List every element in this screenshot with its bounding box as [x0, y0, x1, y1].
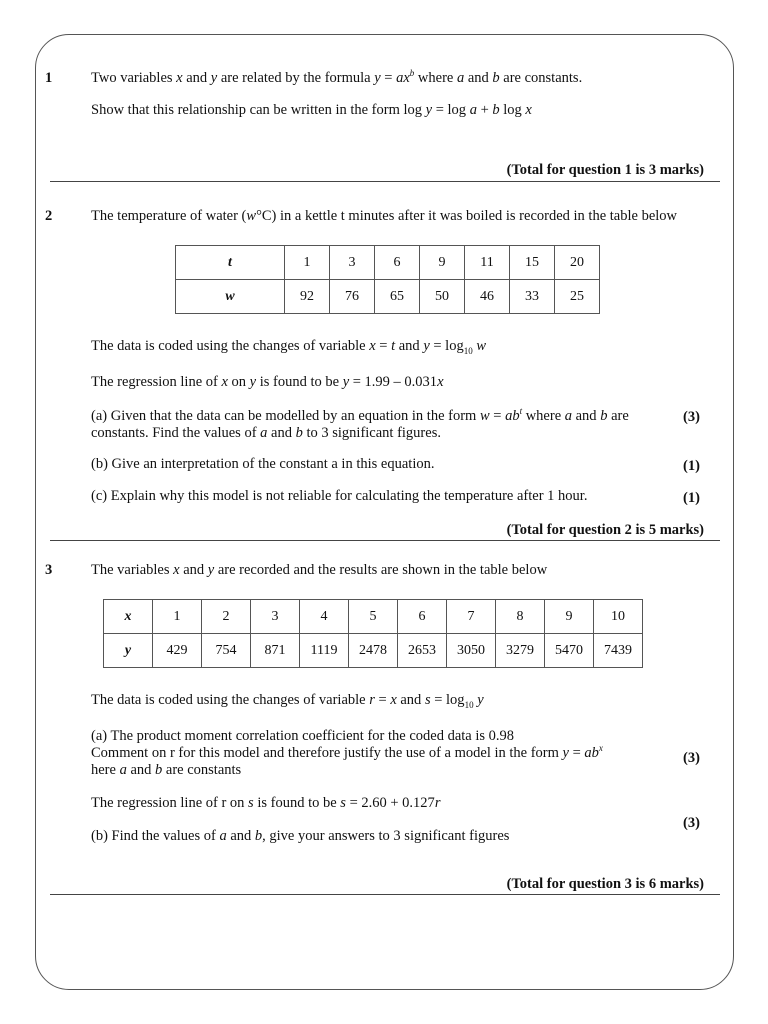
table-cell: 50 [420, 280, 465, 314]
table-cell: 9 [420, 246, 465, 280]
table-cell: 10 [594, 600, 643, 634]
question-3-number: 3 [45, 562, 53, 578]
question-1-task: Show that this relationship can be written in the form log y = log a + b log x [91, 102, 532, 118]
table-cell: 3 [251, 600, 300, 634]
temperature-table [175, 245, 600, 314]
table-header-t: t [176, 246, 285, 280]
table-cell: 20 [555, 246, 600, 280]
question-2-intro: The temperature of water (w°C) in a kettle t minutes after it was boiled is recorded in the table below [91, 208, 678, 224]
table-cell: 92 [285, 280, 330, 314]
table-cell: 7439 [594, 634, 643, 668]
table-header-y: y [104, 634, 153, 668]
question-2-coding: The data is coded using the changes of variable x = t and $y = \log_{10} w$ [91, 338, 487, 356]
table-cell: 33 [510, 280, 555, 314]
table-cell: 65 [375, 280, 420, 314]
table-cell: 15 [510, 246, 555, 280]
table-header-w: w [176, 280, 285, 314]
table-cell: 429 [153, 634, 202, 668]
question-3-total: (Total for question 3 is 6 marks) [506, 876, 704, 892]
table-cell: 11 [465, 246, 510, 280]
table-cell: 76 [330, 280, 375, 314]
table-cell: 1 [153, 600, 202, 634]
table-cell: 6 [398, 600, 447, 634]
table-cell: 2653 [398, 634, 447, 668]
table-cell: 4 [300, 600, 349, 634]
question-2b-marks: (1) [683, 458, 700, 474]
question-3-regression: The regression line of r on s is found to be s = 2.60 + 0.127r [91, 795, 441, 811]
question-3-divider [50, 894, 720, 895]
xy-table [103, 599, 643, 668]
table-cell: 3050 [447, 634, 496, 668]
question-1-number: 1 [45, 70, 53, 86]
question-2a-line-2: constants. Find the values of a and b to 3 significant figures. [91, 425, 441, 441]
question-2-regression: The regression line of x on y is found to be y = 1.99 – 0.031x [91, 374, 444, 390]
question-1-statement: Two variables x and y are related by the formula $y = ax^b$ where a and b are constants. [91, 68, 583, 86]
table-header-x: x [104, 600, 153, 634]
question-2b-text: (b) Give an interpretation of the constant a in this equation. [91, 456, 435, 472]
table-cell: 25 [555, 280, 600, 314]
question-2-divider [50, 540, 720, 541]
table-cell: 46 [465, 280, 510, 314]
table-cell: 1119 [300, 634, 349, 668]
table-cell: 5470 [545, 634, 594, 668]
table-cell: 6 [375, 246, 420, 280]
table-cell: 754 [202, 634, 251, 668]
question-2a-marks: (3) [683, 409, 700, 425]
table-cell: 8 [496, 600, 545, 634]
question-2c-text: (c) Explain why this model is not reliable for calculating the temperature after 1 hour. [91, 488, 588, 504]
table-cell: 871 [251, 634, 300, 668]
question-2-total: (Total for question 2 is 5 marks) [506, 522, 704, 538]
table-cell: 5 [349, 600, 398, 634]
question-2a-line-1: (a) Given that the data can be modelled by an equation in the form $w = ab^t$ where a and b are [91, 406, 629, 424]
question-1-total: (Total for question 1 is 3 marks) [506, 162, 704, 178]
table-cell: 9 [545, 600, 594, 634]
question-2c-marks: (1) [683, 490, 700, 506]
table-cell: 7 [447, 600, 496, 634]
table-cell: 3 [330, 246, 375, 280]
question-3-intro: The variables x and y are recorded and the results are shown in the table below [91, 562, 548, 578]
question-3a-line-1: (a) The product moment correlation coefficient for the coded data is 0.98 [91, 728, 515, 744]
question-3a-line-2: Comment on r for this model and therefore justify the use of a model in the form $y = ab^x$ [91, 743, 603, 761]
question-3a-marks: (3) [683, 750, 700, 766]
question-3-coding: The data is coded using the changes of variable r = x and $s = \log_{10} y$ [91, 692, 484, 710]
table-cell: 1 [285, 246, 330, 280]
question-3b-marks: (3) [683, 815, 700, 831]
question-2-number: 2 [45, 208, 53, 224]
question-1-divider [50, 181, 720, 182]
table-cell: 3279 [496, 634, 545, 668]
table-cell: 2478 [349, 634, 398, 668]
question-3b-text: (b) Find the values of a and b, give your answers to 3 significant figures [91, 828, 510, 844]
table-cell: 2 [202, 600, 251, 634]
question-3a-line-3: here a and b are constants [91, 762, 242, 778]
